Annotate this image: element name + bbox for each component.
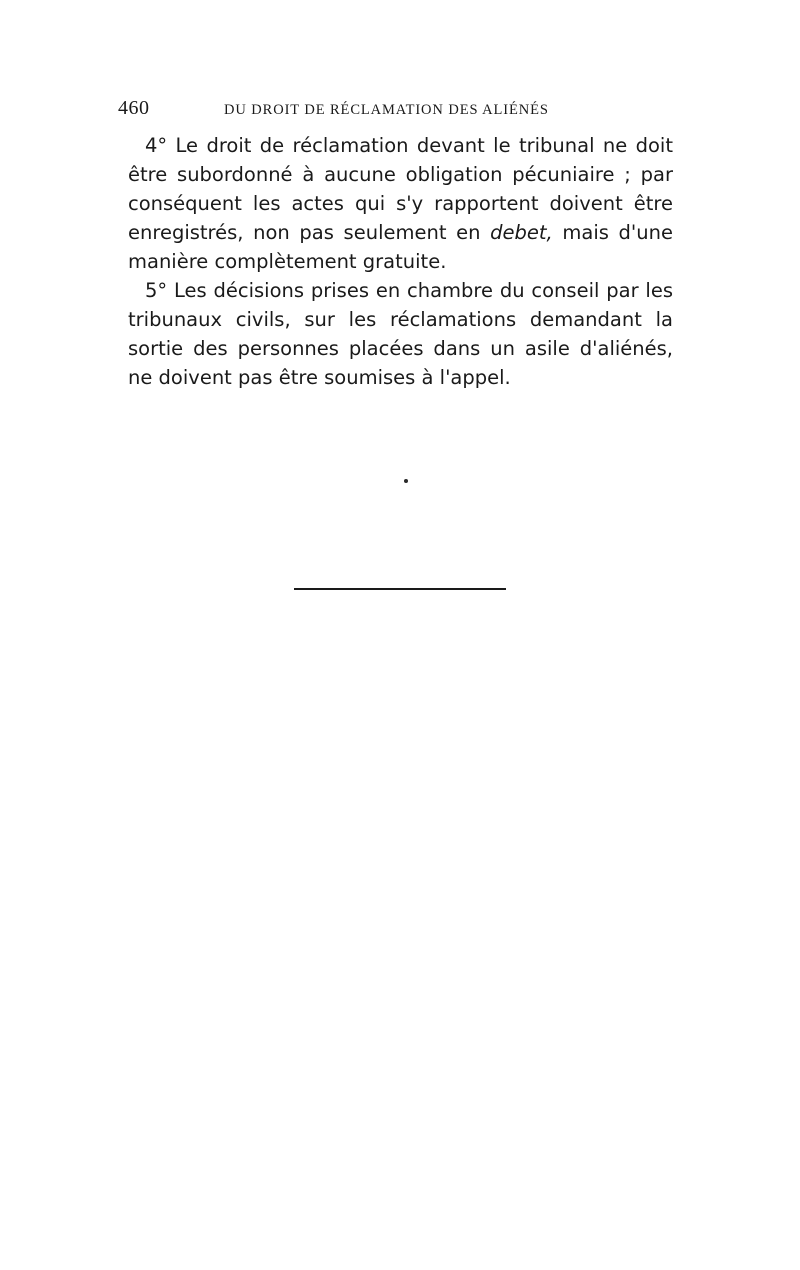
running-title: DU DROIT DE RÉCLAMATION DES ALIÉNÉS (224, 102, 549, 118)
paragraph-4-text-end: mais d'une manière complètement gratuite. (128, 221, 673, 273)
body-text (128, 131, 673, 392)
print-speck (404, 479, 408, 483)
paragraph-4-text-start: 4° Le droit de réclamation devant le tribunal ne doit être subordonné à aucune obligation pécuniaire ; par conséquent les actes qui s'y rapportent doivent être enregistrés, non pas seulement en (128, 134, 673, 244)
paragraph-5: 5° Les décisions prises en chambre du conseil par les tribunaux civils, sur les réclamations demandant la sortie des personnes placées dans un asile d'aliénés, ne doivent pas être soumises à l'appel. (128, 279, 673, 389)
page-number: 460 (118, 97, 150, 119)
paragraph-4 (128, 131, 673, 276)
section-end-rule (294, 588, 506, 590)
running-header (118, 97, 674, 125)
paragraph-4-italic-term: debet, (490, 221, 553, 244)
